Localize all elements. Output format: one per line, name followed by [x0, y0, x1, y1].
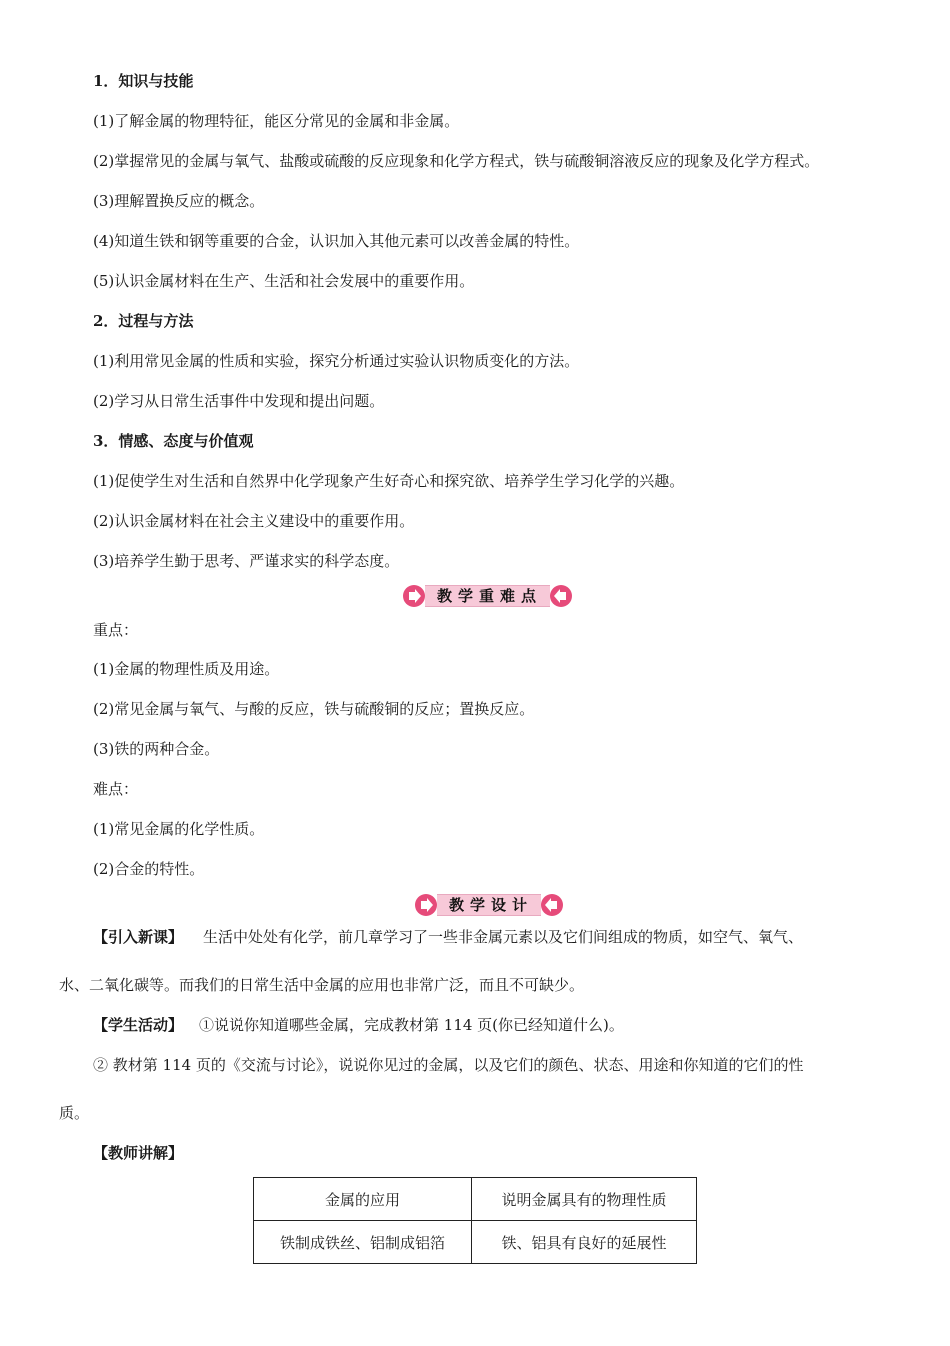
intro-tag: 【引入新课】: [93, 928, 184, 946]
table-header-row: [254, 1178, 697, 1221]
objective-1-5: (5)认识金属材料在生产、生活和社会发展中的重要作用。: [93, 272, 475, 290]
arrow-left-icon: [541, 894, 563, 916]
key-point-2: (2)常见金属与氧气、与酸的反应，铁与硫酸铜的反应；置换反应。: [93, 700, 535, 718]
banner-key-points-label: 教学重难点: [425, 585, 550, 607]
difficult-points-heading: 难点：: [93, 780, 139, 798]
key-point-3: (3)铁的两种合金。: [93, 740, 220, 758]
table-header-cell: 金属的应用: [254, 1178, 472, 1221]
intro-paragraph-line-1: [93, 927, 803, 947]
section-3-title: 3．情感、态度与价值观: [93, 432, 254, 450]
metal-properties-table: [253, 1177, 697, 1264]
banner-teaching-design: [415, 893, 563, 917]
table-header-cell: 说明金属具有的物理性质: [472, 1178, 697, 1221]
activity-2-line-1: ② 教材第 114 页的《交流与讨论》，说说你见过的金属，以及它们的颜色、状态、用途和你知道的它们的性: [93, 1056, 804, 1074]
teacher-tag: 【教师讲解】: [93, 1144, 184, 1162]
objective-3-1: (1)促使学生对生活和自然界中化学现象产生好奇心和探究欲、培养学生学习化学的兴趣。: [93, 472, 685, 490]
objective-1-1: (1)了解金属的物理特征，能区分常见的金属和非金属。: [93, 112, 460, 130]
key-points-heading: 重点：: [93, 621, 139, 639]
objective-1-3: (3)理解置换反应的概念。: [93, 192, 265, 210]
arrow-right-icon: [415, 894, 437, 916]
objective-2-1: (1)利用常见金属的性质和实验，探究分析通过实验认识物质变化的方法。: [93, 352, 580, 370]
banner-teaching-design-label: 教学设计: [437, 894, 541, 916]
difficult-point-1: (1)常见金属的化学性质。: [93, 820, 265, 838]
arrow-right-icon: [403, 585, 425, 607]
activity-2-line-2: 质。: [59, 1104, 90, 1122]
objective-3-3: (3)培养学生勤于思考、严谨求实的科学态度。: [93, 552, 400, 570]
table-cell: 铁制成铁丝、铝制成铝箔: [254, 1221, 472, 1264]
key-point-1: (1)金属的物理性质及用途。: [93, 660, 280, 678]
objective-2-2: (2)学习从日常生活事件中发现和提出问题。: [93, 392, 385, 410]
activity-text: ①说说你知道哪些金属，完成教材第 114 页(你已经知道什么)。: [199, 1016, 624, 1034]
objective-1-2: (2)掌握常见的金属与氧气、盐酸或硫酸的反应现象和化学方程式，铁与硫酸铜溶液反应的现象及化学方程式。: [93, 152, 820, 170]
arrow-left-icon: [550, 585, 572, 607]
objective-1-4: (4)知道生铁和钢等重要的合金，认识加入其他元素可以改善金属的特性。: [93, 232, 580, 250]
section-1-title: 1．知识与技能: [93, 72, 194, 90]
banner-key-points: [403, 584, 572, 608]
table-cell: 铁、铝具有良好的延展性: [472, 1221, 697, 1264]
difficult-point-2: (2)合金的特性。: [93, 860, 205, 878]
section-2-title: 2．过程与方法: [93, 312, 194, 330]
objective-3-2: (2)认识金属材料在社会主义建设中的重要作用。: [93, 512, 415, 530]
activity-tag: 【学生活动】: [93, 1016, 184, 1034]
table-row: [254, 1221, 697, 1264]
activity-paragraph: [93, 1015, 624, 1035]
intro-text: 生活中处处有化学，前几章学习了一些非金属元素以及它们间组成的物质，如空气、氧气、: [203, 928, 804, 946]
intro-paragraph-line-2: 水、二氧化碳等。而我们的日常生活中金属的应用也非常广泛，而且不可缺少。: [59, 976, 585, 994]
